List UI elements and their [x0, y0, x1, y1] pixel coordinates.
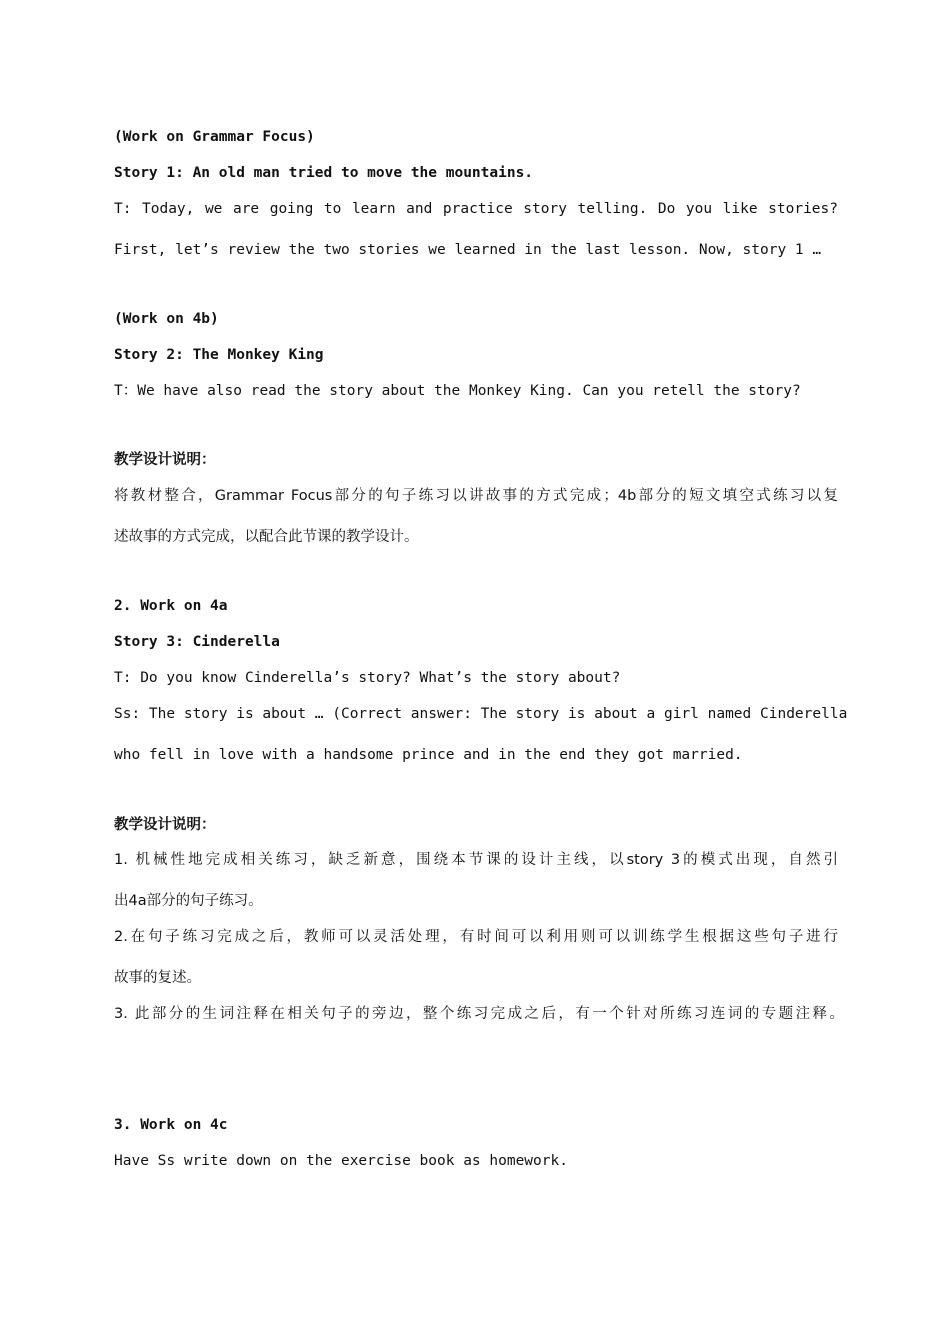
story-3-title: Story 3: Cinderella	[114, 634, 280, 650]
story-3-line-1: T: Do you know Cinderella’s story? What’s the story about?	[114, 670, 621, 686]
story-1-line-2: First, let’s review the two stories we learned in the last lesson. Now, story 1 …	[114, 242, 822, 258]
design-note-2-item-2-line-1: 2.在句子练习完成之后，教师可以灵活处理，有时间可以利用则可以训练学生根据这些句子进行	[114, 929, 838, 945]
story-2-title: Story 2: The Monkey King	[114, 347, 324, 363]
design-note-2-item-3-line-1: 3. 此部分的生词注释在相关句子的旁边，整个练习完成之后，有一个针对所练习连词的专题注释。	[114, 1006, 844, 1022]
design-note-1-line-2: 述故事的方式完成，以配合此节课的教学设计。	[114, 529, 419, 545]
story-1-title: Story 1: An old man tried to move the mountains.	[114, 165, 534, 181]
story-1-line-1: T: Today, we are going to learn and practice story telling. Do you like stories?	[114, 201, 838, 217]
design-note-1-line-1: 将教材整合，Grammar Focus部分的句子练习以讲故事的方式完成；4b部分的短文填空式练习以复	[114, 488, 838, 504]
design-note-2-heading: 教学设计说明：	[114, 817, 216, 833]
work-4c-line-1: Have Ss write down on the exercise book as homework.	[114, 1153, 568, 1169]
story-3-line-2: Ss: The story is about … (Correct answer: The story is about a girl named Cinderella	[114, 706, 848, 722]
story-3-line-3: who fell in love with a handsome prince and in the end they got married.	[114, 747, 743, 763]
design-note-1-heading: 教学设计说明：	[114, 452, 216, 468]
design-note-2-item-2-line-2: 故事的复述。	[114, 970, 201, 986]
story-2-line-1: T：We have also read the story about the Monkey King. Can you retell the story?	[114, 383, 801, 399]
design-note-2-item-1-line-2: 出4a部分的句子练习。	[114, 893, 263, 909]
design-note-2-item-1-line-1: 1. 机械性地完成相关练习，缺乏新意，围绕本节课的设计主线，以story 3的模式出现，自然引	[114, 852, 838, 868]
work-4c-heading: 3. Work on 4c	[114, 1117, 228, 1133]
work-4b-heading: (Work on 4b)	[114, 311, 219, 327]
grammar-focus-heading: (Work on Grammar Focus)	[114, 129, 315, 145]
work-4a-heading: 2. Work on 4a	[114, 598, 228, 614]
